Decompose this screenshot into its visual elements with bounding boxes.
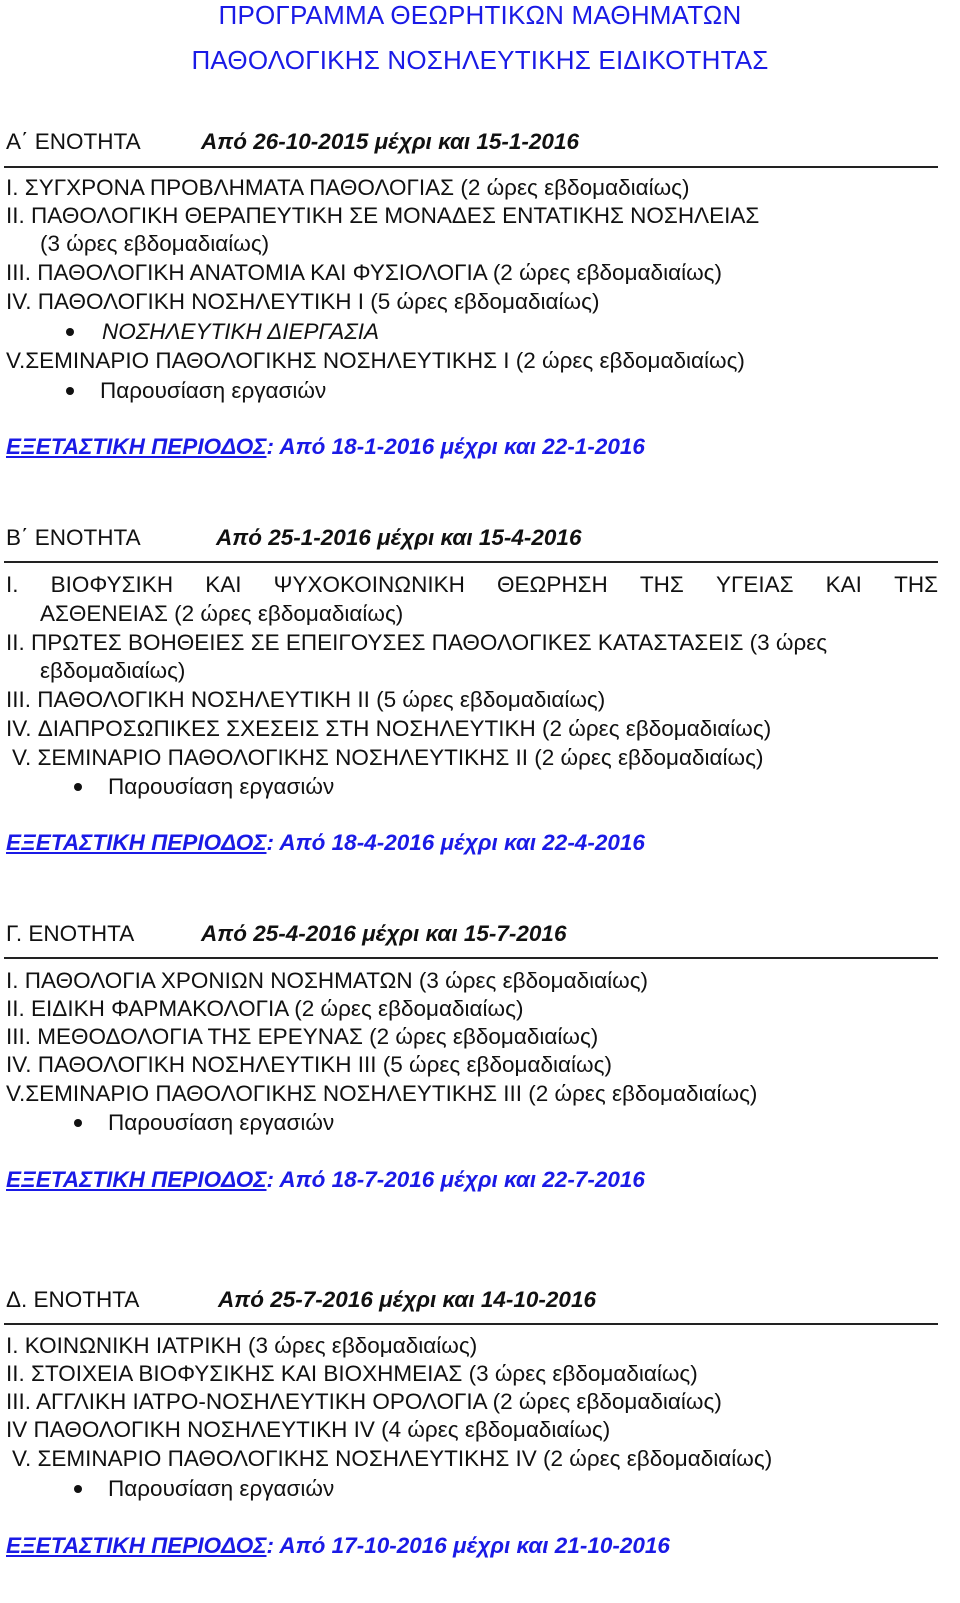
course-b5: [12, 744, 763, 772]
course-hours: (2 ώρες εβδομαδιαίως): [492, 260, 722, 285]
course-name: ΣΥΓΧΡΟΝΑ ΠΡΟΒΛΗΜΑΤΑ ΠΑΘΟΛΟΓΙΑΣ: [24, 175, 455, 200]
course-number: ΙΙ.: [6, 996, 25, 1021]
course-c1: [6, 967, 648, 995]
course-number: IV.: [6, 1052, 32, 1077]
course-name: ΠΑΘΟΛΟΓΙΑ ΧΡΟΝΙΩΝ ΝΟΣΗΜΑΤΩΝ: [24, 968, 413, 993]
section-d-divider: [4, 1323, 938, 1325]
course-name: ΔΙΑΠΡΟΣΩΠΙΚΕΣ ΣΧΕΣΕΙΣ ΣΤΗ ΝΟΣΗΛΕΥΤΙΚΗ: [37, 716, 536, 741]
course-name: ΣΤΟΙΧΕΙΑ ΒΙΟΦΥΣΙΚΗΣ ΚΑΙ ΒΙΟΧΗΜΕΙΑΣ: [31, 1361, 463, 1386]
course-number: Ι.: [6, 1333, 19, 1358]
course-a3: [6, 259, 722, 287]
exam-label: ΕΞΕΤΑΣΤΙΚΗ ΠΕΡΙΟΔΟΣ: [6, 1533, 267, 1558]
course-hours: (4 ώρες εβδομαδιαίως): [381, 1417, 611, 1442]
course-b4: [6, 715, 771, 743]
course-a1: [6, 174, 690, 202]
bullet-icon: [74, 1485, 82, 1493]
course-hours: (2 ώρες εβδομαδιαίως): [534, 745, 764, 770]
course-name: ΠΑΘΟΛΟΓΙΚΗ ΝΟΣΗΛΕΥΤΙΚΗ Ι: [37, 289, 365, 314]
course-name: ΠΑΘΟΛΟΓΙΚΗ ΝΟΣΗΛΕΥΤΙΚΗ ΙΙ: [37, 687, 370, 712]
exam-dates: : Από 18-4-2016 μέχρι και 22-4-2016: [266, 830, 645, 855]
section-c-header: [6, 920, 566, 948]
subitem-text: Παρουσίαση εργασιών: [108, 1476, 335, 1501]
course-hours: (3 ώρες εβδομαδιαίως): [418, 968, 649, 993]
course-a4-subitem: [0, 318, 960, 346]
course-hours: (2 ώρες εβδομαδιαίως): [492, 1389, 722, 1414]
exam-dates: : Από 18-1-2016 μέχρι και 22-1-2016: [266, 434, 645, 459]
course-a4: [6, 288, 599, 316]
course-number: V.: [6, 348, 26, 373]
course-number: ΙΙ.: [6, 1361, 25, 1386]
course-hours: (3 ώρες εβδομαδιαίως): [468, 1361, 698, 1386]
course-hours: (3 ώρες εβδομαδιαίως): [248, 1333, 478, 1358]
course-b1-cont: [40, 600, 403, 628]
course-hours: (5 ώρες εβδομαδιαίως): [382, 1052, 612, 1077]
course-number: ΙΙ.: [6, 630, 25, 655]
course-name: ΣΕΜΙΝΑΡΙΟ ΠΑΘΟΛΟΓΙΚΗΣ ΝΟΣΗΛΕΥΤΙΚΗΣ ΙΙ: [37, 745, 529, 770]
bullet-icon: [66, 387, 74, 395]
course-number: ΙΙΙ.: [6, 260, 32, 285]
course-hours: (2 ώρες εβδομαδιαίως): [174, 601, 404, 626]
course-c5-subitem: [0, 1109, 960, 1137]
subitem-text: ΝΟΣΗΛΕΥΤΙΚΗ ΔΙΕΡΓΑΣΙΑ: [102, 319, 379, 344]
exam-label: ΕΞΕΤΑΣΤΙΚΗ ΠΕΡΙΟΔΟΣ: [6, 1167, 267, 1192]
bullet-icon: [74, 1119, 82, 1127]
course-d1: [6, 1332, 477, 1360]
section-d-label: Δ. ΕΝΟΤΗΤΑ: [6, 1287, 140, 1312]
course-hours: (2 ώρες εβδομαδιαίως): [369, 1024, 599, 1049]
course-name: ΠΑΘΟΛΟΓΙΚΗ ΝΟΣΗΛΕΥΤΙΚΗ ΙΙΙ: [37, 1052, 377, 1077]
course-hours: (2 ώρες εβδομαδιαίως): [543, 1446, 773, 1471]
course-name: ΕΙΔΙΚΗ ΦΑΡΜΑΚΟΛΟΓΙΑ: [31, 996, 289, 1021]
section-a-header: [6, 128, 579, 156]
course-hours: (2 ώρες εβδομαδιαίως): [294, 996, 524, 1021]
section-b-divider: [4, 561, 938, 563]
course-b3: [6, 686, 605, 714]
course-number: ΙΙΙ.: [6, 687, 32, 712]
course-c5: [6, 1080, 757, 1108]
course-number: IV.: [6, 289, 32, 314]
course-name: ΠΑΘΟΛΟΓΙΚΗ ΘΕΡΑΠΕΥΤΙΚΗ ΣΕ ΜΟΝΑΔΕΣ ΕΝΤΑΤΙΚΗΣ ΝΟΣΗΛΕΙΑΣ: [31, 203, 760, 228]
subitem-text: Παρουσίαση εργασιών: [108, 1110, 335, 1135]
course-name: ΣΕΜΙΝΑΡΙΟ ΠΑΘΟΛΟΓΙΚΗΣ ΝΟΣΗΛΕΥΤΙΚΗΣ Ι: [25, 348, 510, 373]
document-title-line-1: ΠΡΟΓΡΑΜΜΑ ΘΕΩΡΗΤΙΚΩΝ ΜΑΘΗΜΑΤΩΝ: [218, 0, 742, 30]
course-name: ΠΡΩΤΕΣ ΒΟΗΘΕΙΕΣ ΣΕ ΕΠΕΙΓΟΥΣΕΣ ΠΑΘΟΛΟΓΙΚΕΣ ΚΑΤΑΣΤΑΣΕΙΣ: [31, 630, 744, 655]
section-c-exam-period: [6, 1166, 645, 1194]
subitem-text: Παρουσίαση εργασιών: [108, 774, 335, 799]
course-a2-hours: (3 ώρες εβδομαδιαίως): [40, 231, 270, 256]
course-number: ΙΙΙ.: [6, 1389, 32, 1414]
course-number: V.: [12, 745, 32, 770]
course-d5-subitem: [0, 1475, 960, 1503]
course-b2-hours-cont: εβδομαδιαίως): [40, 658, 186, 683]
section-a-divider: [4, 166, 938, 168]
course-d5: [12, 1445, 772, 1473]
course-number: ΙΙΙ.: [6, 1024, 32, 1049]
course-name: ΣΕΜΙΝΑΡΙΟ ΠΑΘΟΛΟΓΙΚΗΣ ΝΟΣΗΛΕΥΤΙΚΗΣ IV: [37, 1446, 537, 1471]
course-hours: (2 ώρες εβδομαδιαίως): [460, 175, 690, 200]
section-b-label: Β΄ ΕΝΟΤΗΤΑ: [6, 525, 141, 550]
course-name: ΠΑΘΟΛΟΓΙΚΗ ΝΟΣΗΛΕΥΤΙΚΗ IV: [33, 1417, 375, 1442]
section-d-header: [6, 1286, 596, 1314]
section-b-dates: Από 25-1-2016 μέχρι και 15-4-2016: [216, 525, 582, 550]
subitem-text: Παρουσίαση εργασιών: [100, 378, 327, 403]
course-name: ΣΕΜΙΝΑΡΙΟ ΠΑΘΟΛΟΓΙΚΗΣ ΝΟΣΗΛΕΥΤΙΚΗΣ ΙΙΙ: [25, 1081, 522, 1106]
course-b5-subitem: [0, 773, 960, 801]
section-b-header: [6, 524, 581, 552]
section-c-label: Γ. ΕΝΟΤΗΤΑ: [6, 921, 135, 946]
course-c3: [6, 1023, 598, 1051]
course-number: V.: [6, 1081, 26, 1106]
course-name: ΚΟΙΝΩΝΙΚΗ ΙΑΤΡΙΚΗ: [24, 1333, 242, 1358]
course-number: IV: [6, 1417, 28, 1442]
course-number: V.: [12, 1446, 32, 1471]
exam-label: ΕΞΕΤΑΣΤΙΚΗ ΠΕΡΙΟΔΟΣ: [6, 830, 267, 855]
course-name: ΠΑΘΟΛΟΓΙΚΗ ΑΝΑΤΟΜΙΑ ΚΑΙ ΦΥΣΙΟΛΟΓΙΑ: [37, 260, 487, 285]
course-number: ΙΙ.: [6, 203, 25, 228]
section-a-exam-period: [6, 433, 645, 461]
course-name-cont: ΑΣΘΕΝΕΙΑΣ: [40, 601, 168, 626]
course-hours: (5 ώρες εβδομαδιαίως): [376, 687, 606, 712]
course-number: Ι.: [6, 572, 19, 597]
course-d2: [6, 1360, 698, 1388]
section-d-exam-period: [6, 1532, 670, 1560]
course-name: ΜΕΘΟΔΟΛΟΓΙΑ ΤΗΣ ΕΡΕΥΝΑΣ: [37, 1024, 363, 1049]
course-d3: [6, 1388, 722, 1416]
section-a-label: Α΄ ΕΝΟΤΗΤΑ: [6, 129, 141, 154]
course-hours: (2 ώρες εβδομαδιαίως): [515, 348, 745, 373]
bullet-icon: [74, 783, 82, 791]
course-hours: (5 ώρες εβδομαδιαίως): [370, 289, 600, 314]
course-d4: [6, 1416, 610, 1444]
document-title-line-2: ΠΑΘΟΛΟΓΙΚΗΣ ΝΟΣΗΛΕΥΤΙΚΗΣ ΕΙΔΙΚΟΤΗΤΑΣ: [191, 45, 769, 75]
exam-label: ΕΞΕΤΑΣΤΙΚΗ ΠΕΡΙΟΔΟΣ: [6, 434, 267, 459]
exam-dates: : Από 18-7-2016 μέχρι και 22-7-2016: [266, 1167, 645, 1192]
course-a5: [6, 347, 745, 375]
section-b-exam-period: [6, 829, 645, 857]
section-a-dates: Από 26-10-2015 μέχρι και 15-1-2016: [201, 129, 579, 154]
course-number: Ι.: [6, 968, 19, 993]
course-c4: [6, 1051, 612, 1079]
exam-dates: : Από 17-10-2016 μέχρι και 21-10-2016: [266, 1533, 670, 1558]
course-hours: (2 ώρες εβδομαδιαίως): [542, 716, 772, 741]
course-number: Ι.: [6, 175, 19, 200]
course-a2: [6, 202, 759, 230]
section-d-dates: Από 25-7-2016 μέχρι και 14-10-2016: [218, 1287, 596, 1312]
course-b2: [6, 629, 827, 657]
course-b1: Ι. ΒΙΟΦΥΣΙΚΗ ΚΑΙ ΨΥΧΟΚΟΙΝΩΝΙΚΗ ΘΕΩΡΗΣΗ ΤΗΣ ΥΓΕΙΑΣ ΚΑΙ ΤΗΣ: [6, 572, 938, 597]
course-c2: [6, 995, 523, 1023]
bullet-icon: [66, 328, 74, 336]
course-hours: (2 ώρες εβδομαδιαίως): [528, 1081, 758, 1106]
section-c-divider: [4, 957, 938, 959]
course-hours: (3 ώρες: [749, 630, 828, 655]
course-name: ΑΓΓΛΙΚΗ ΙΑΤΡΟ-ΝΟΣΗΛΕΥΤΙΚΗ ΟΡΟΛΟΓΙΑ: [36, 1389, 487, 1414]
course-a5-subitem: [0, 377, 960, 405]
section-c-dates: Από 25-4-2016 μέχρι και 15-7-2016: [201, 921, 567, 946]
course-number: IV.: [6, 716, 32, 741]
